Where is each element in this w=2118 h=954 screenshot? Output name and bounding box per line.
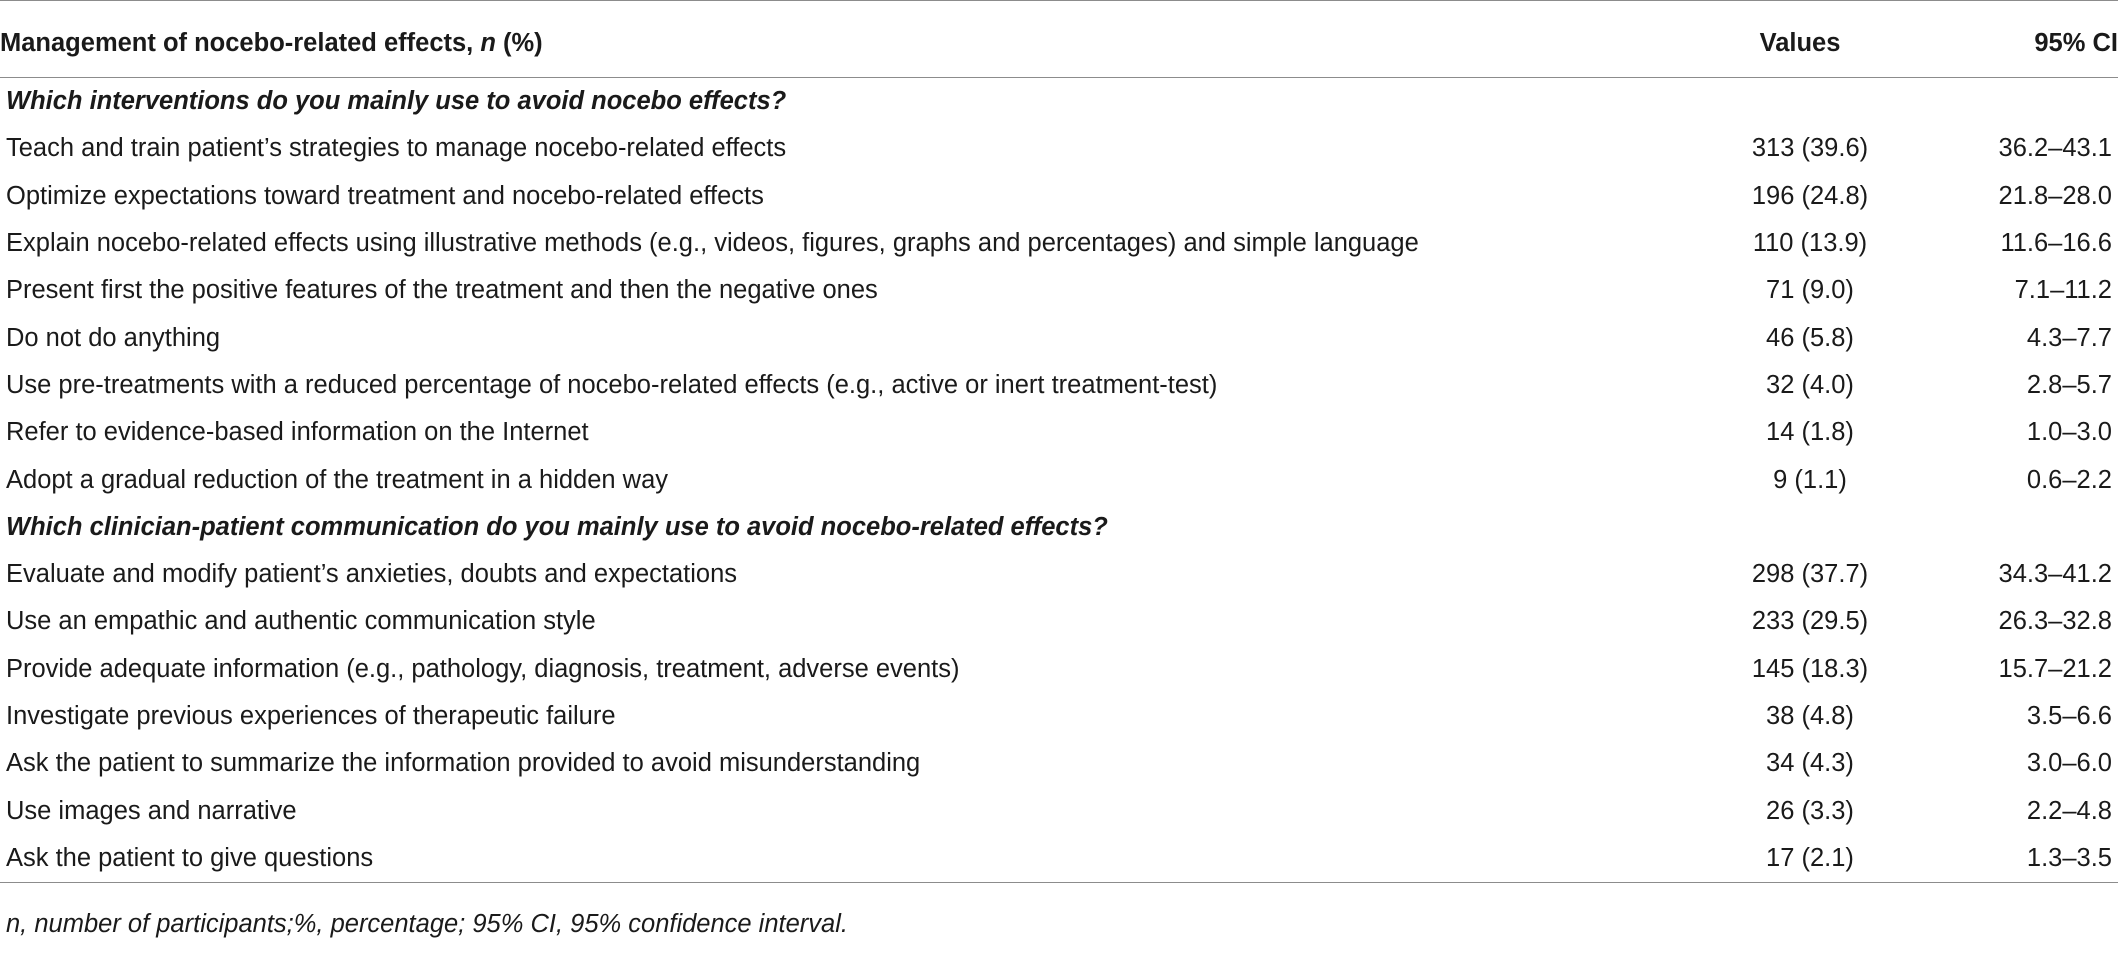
row-value: 9 (1.1) (1773, 465, 1847, 494)
row-ci: 3.0–6.0 (2026, 749, 2112, 778)
row-ci: 7.1–11.2 (2014, 276, 2112, 305)
row-label: Present first the positive features of the treatment and then the negative ones (6, 276, 878, 305)
section-header-row (0, 504, 2118, 551)
row-value: 145 (18.3) (1751, 654, 1869, 683)
row-label: Teach and train patient’s strategies to manage nocebo-related effects (6, 134, 787, 163)
table-row (0, 787, 2118, 834)
row-ci: 26.3–32.8 (1998, 607, 2112, 636)
row-label: Use pre-treatments with a reduced percentage of nocebo-related effects (e.g., active or inert treatment-test) (6, 370, 1218, 399)
section-title: Which clinician-patient communication do you mainly use to avoid nocebo-related effects? (6, 512, 1108, 541)
table-row (0, 267, 2118, 314)
table-row (0, 314, 2118, 361)
row-value: 26 (3.3) (1766, 796, 1854, 825)
row-ci: 11.6–16.6 (2000, 229, 2112, 258)
header-row (0, 1, 2118, 78)
row-ci: 36.2–43.1 (1998, 134, 2112, 163)
header-values: Values (1680, 1, 1920, 78)
table-footnote: n, number of participants;%, percentage; 95% CI, 95% confidence interval. (6, 910, 848, 938)
table-body (0, 78, 2118, 883)
table-row (0, 646, 2118, 693)
table-row (0, 693, 2118, 740)
section-title: Which interventions do you mainly use to avoid nocebo effects? (6, 87, 787, 116)
table-row (0, 125, 2118, 172)
row-value: 313 (39.6) (1751, 134, 1869, 163)
table-row (0, 551, 2118, 598)
row-label: Optimize expectations toward treatment and nocebo-related effects (6, 181, 764, 210)
row-ci: 15.7–21.2 (1998, 654, 2112, 683)
table-row (0, 220, 2118, 267)
row-ci: 3.5–6.6 (2026, 702, 2112, 730)
row-label: Provide adequate information (e.g., pathology, diagnosis, treatment, adverse events) (6, 654, 960, 683)
row-ci: 34.3–41.2 (1998, 560, 2112, 589)
row-value: 14 (1.8) (1766, 418, 1854, 447)
row-ci: 0.6–2.2 (2026, 465, 2112, 494)
row-label: Ask the patient to summarize the information provided to avoid misunderstanding (6, 749, 921, 778)
row-ci: 4.3–7.7 (2026, 323, 2112, 352)
table-row (0, 362, 2118, 409)
row-label: Investigate previous experiences of therapeutic failure (6, 702, 616, 730)
row-value: 32 (4.0) (1766, 370, 1854, 399)
row-label: Adopt a gradual reduction of the treatment in a hidden way (6, 465, 669, 494)
row-value: 110 (13.9) (1752, 229, 1868, 258)
row-ci: 21.8–28.0 (1998, 181, 2112, 210)
row-label: Do not do anything (6, 323, 221, 352)
row-label: Use an empathic and authentic communication style (6, 607, 596, 636)
row-value: 46 (5.8) (1766, 323, 1854, 352)
table-row (0, 409, 2118, 456)
table-row (0, 173, 2118, 220)
row-label: Explain nocebo-related effects using illustrative methods (e.g., videos, figures, graphs and percentages) and simple language (6, 229, 1419, 258)
row-value: 34 (4.3) (1766, 749, 1854, 778)
row-label: Evaluate and modify patient’s anxieties, doubts and expectations (6, 560, 738, 589)
row-ci: 1.3–3.5 (1920, 835, 2118, 883)
header-label-prefix: Management of nocebo-related effects, (0, 28, 481, 57)
table-row (0, 456, 2118, 503)
row-label: Use images and narrative (6, 796, 297, 825)
header-label-suffix: (%) (495, 28, 543, 57)
row-value: 38 (4.8) (1766, 702, 1854, 730)
table-row (0, 740, 2118, 787)
row-value: 71 (9.0) (1766, 276, 1854, 305)
row-value: 298 (37.7) (1751, 560, 1869, 589)
table-row (0, 598, 2118, 645)
row-value: 196 (24.8) (1751, 181, 1869, 210)
section-header-row (0, 78, 2118, 126)
table-row (0, 835, 2118, 883)
row-ci: 1.0–3.0 (2026, 418, 2112, 447)
row-value: 233 (29.5) (1751, 607, 1869, 636)
row-label: Refer to evidence-based information on the Internet (6, 418, 589, 447)
row-ci: 2.8–5.7 (2026, 370, 2112, 399)
row-label: Ask the patient to give questions (0, 835, 1680, 883)
header-label (0, 1, 1680, 78)
header-label-n: n (480, 28, 496, 57)
table-header (0, 1, 2118, 78)
header-ci: 95% CI (1920, 1, 2118, 78)
row-ci: 2.2–4.8 (2026, 796, 2112, 825)
row-value: 17 (2.1) (1680, 835, 1920, 883)
